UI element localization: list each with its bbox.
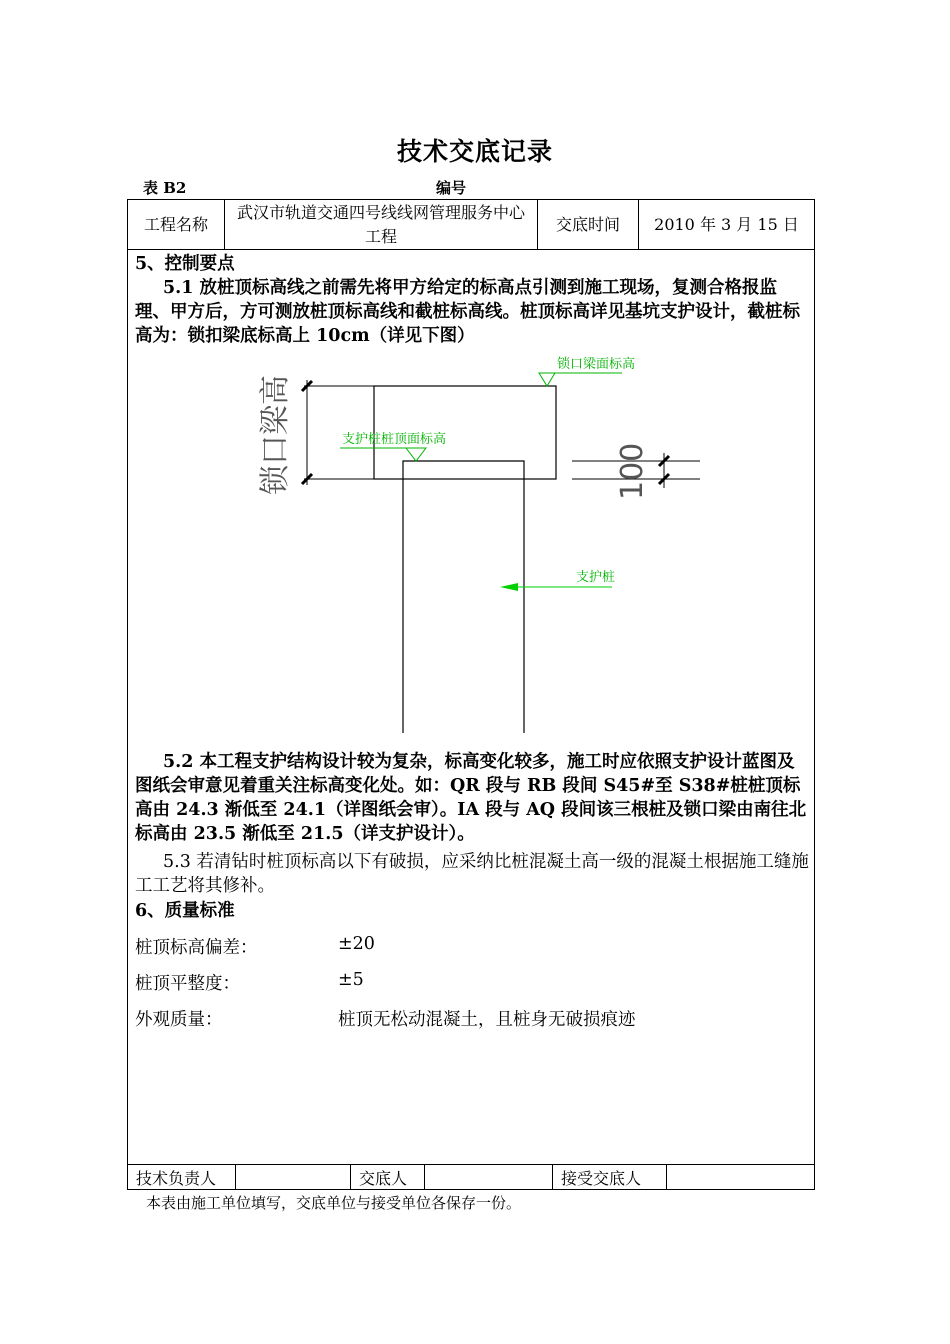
date-label: 交底时间	[555, 214, 620, 234]
section5-heading: 5、控制要点	[135, 254, 235, 274]
pile-outline	[403, 461, 524, 733]
presenter-value	[425, 1165, 553, 1189]
project-name-value: 武汉市轨道交通四号线线网管理服务中心工程	[236, 202, 525, 246]
quality-item-label: 外观质量：	[135, 1010, 223, 1030]
date-value: 2010 年 3 月 15 日	[654, 214, 799, 234]
presenter-label: 交底人	[359, 1168, 408, 1188]
signature-row	[127, 1164, 815, 1190]
beam-height-label: 锁口梁高	[258, 375, 293, 495]
pile-top-elevation-marker	[406, 448, 426, 461]
footnote: 本表由施工单位填写，交底单位与接受单位各保存一份。	[146, 1194, 522, 1212]
section6-heading: 6、质量标准	[135, 901, 235, 921]
form-number-label: 表 B2	[143, 179, 187, 197]
quality-item-label: 桩顶平整度：	[135, 974, 240, 994]
receiver-value	[667, 1165, 815, 1189]
pile-label: 支护桩	[576, 570, 616, 585]
pile-elevation-diagram	[230, 355, 710, 745]
section5-paragraph-2: 5.2 本工程支护结构设计较为复杂，标高变化较多，施工时应依照支护设计蓝图及图纸会审意见着重关注标高变化处。如：QR 段与 RB 段间 S45#至 S38#桩桩顶标高由 24.3 渐低至 24.1（详图纸会审）。IA 段与 AQ 段间该三根桩及锁口梁由南往北标高由 23.5 渐低至 21.5（详支护设计）。	[135, 752, 807, 844]
receiver-label: 接受交底人	[561, 1168, 642, 1188]
quality-item-label: 桩顶标高偏差：	[135, 938, 258, 958]
section5-paragraph-3: 5.3 若清钻时桩顶标高以下有破损，应采纳比桩混凝土高一级的混凝土根据施工缝施工工艺将其修补。	[135, 852, 809, 896]
tech-lead-label: 技术负责人	[136, 1168, 217, 1188]
number-label: 编号	[436, 179, 467, 197]
pile-leader-arrowhead	[500, 583, 518, 591]
info-row	[127, 199, 815, 250]
quality-item-value: 桩顶无松动混凝土，且桩身无破损痕迹	[338, 1010, 636, 1030]
beam-top-elevation-marker	[539, 373, 555, 386]
beam-top-elevation-label: 锁口梁面标高	[557, 357, 636, 372]
quality-item-value: ±20	[338, 934, 375, 954]
project-name-label: 工程名称	[143, 214, 208, 234]
pile-top-elevation-label: 支护桩桩顶面标高	[342, 432, 447, 447]
dimension-100-label: 100	[615, 442, 650, 500]
document-title: 技术交底记录	[396, 137, 553, 166]
tech-lead-value	[236, 1165, 354, 1189]
quality-item-value: ±5	[338, 970, 364, 990]
section5-paragraph-1: 5.1 放桩顶标高线之前需先将甲方给定的标高点引测到施工现场，复测合格报监理、甲方后，方可测放桩顶标高线和截桩标高线。桩顶标高详见基坑支护设计，截桩标高为：锁扣梁底标高上 10cm（详见下图）	[135, 278, 800, 346]
